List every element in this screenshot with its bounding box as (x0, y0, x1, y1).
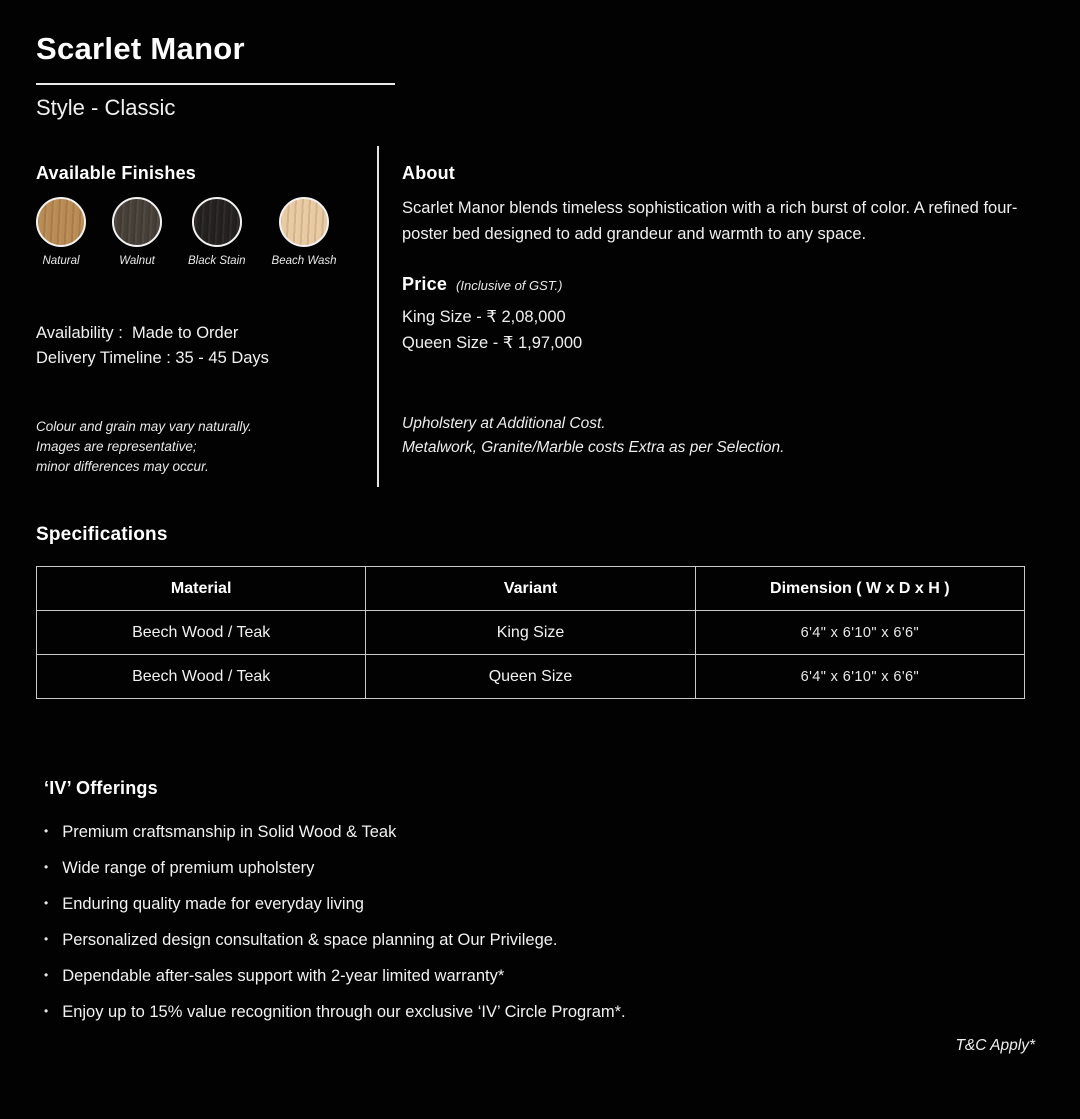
dimension-cell: 6'4" x 6'10" x 6'6" (695, 611, 1024, 655)
left-column (36, 163, 377, 477)
swatch-beach-wash (272, 197, 337, 267)
swatch-black-stain (188, 197, 246, 267)
metalwork-cost-line: Metalwork, Granite/Marble costs Extra as per Selection. (402, 439, 785, 456)
list-item (44, 893, 626, 916)
bullet-icon: • (44, 860, 49, 874)
header (36, 31, 395, 121)
list-item (44, 821, 626, 844)
price-lines (402, 304, 1030, 356)
bullet-icon: • (44, 932, 49, 946)
colour-disclaimer (36, 417, 377, 477)
iv-offerings-heading: ‘IV’ Offerings (44, 778, 158, 798)
about-text: Scarlet Manor blends timeless sophistication with a rich burst of color. A refined four-poster bed designed to add grandeur and warmth to any space. (402, 199, 1018, 243)
product-title: Scarlet Manor (36, 31, 245, 66)
availability-line: Availability : Made to Order (36, 324, 239, 342)
finishes-heading: Available Finishes (36, 163, 196, 183)
bullet-icon: • (44, 1004, 49, 1018)
natural-finish-swatch-icon (36, 197, 86, 247)
column-header-variant: Variant (366, 567, 695, 611)
about-heading: About (402, 163, 455, 183)
availability-block (36, 321, 377, 370)
list-item (44, 1001, 626, 1024)
tnc-note: T&C Apply* (955, 1037, 1035, 1054)
variant-cell: King Size (366, 611, 695, 655)
table-row (37, 611, 1025, 655)
style-subtitle: Style - Classic (36, 95, 176, 120)
gst-note: (Inclusive of GST.) (456, 278, 563, 293)
material-cell: Beech Wood / Teak (37, 655, 366, 699)
title-underline (36, 83, 395, 85)
offerings-list (44, 821, 626, 1024)
iv-offerings-section (44, 778, 626, 1037)
delivery-timeline-line: Delivery Timeline : 35 - 45 Days (36, 348, 269, 367)
swatch-natural (36, 197, 86, 267)
disclaimer-line: Colour and grain may vary naturally. (36, 419, 252, 434)
specifications-table (36, 566, 1025, 699)
swatch-label: Black Stain (188, 255, 246, 267)
upholstery-cost-line: Upholstery at Additional Cost. (402, 415, 606, 432)
dimension-cell: 6'4" x 6'10" x 6'6" (695, 655, 1024, 699)
additional-costs-note (402, 412, 1030, 460)
price-heading-row (402, 274, 1030, 295)
list-item (44, 965, 626, 988)
list-item (44, 857, 626, 880)
specifications-heading: Specifications (36, 524, 168, 545)
finish-swatches (36, 197, 377, 267)
column-divider (377, 146, 379, 487)
beach-wash-finish-swatch-icon (279, 197, 329, 247)
offering-text: Dependable after-sales support with 2-year limited warranty* (62, 967, 505, 985)
swatch-label: Natural (42, 255, 80, 267)
disclaimer-line: minor differences may occur. (36, 459, 209, 474)
offering-text: Enduring quality made for everyday living (62, 895, 364, 913)
bullet-icon: • (44, 824, 49, 838)
queen-size-price: Queen Size - ₹ 1,97,000 (402, 334, 583, 352)
material-cell: Beech Wood / Teak (37, 611, 366, 655)
swatch-label: Walnut (119, 255, 155, 267)
price-heading: Price (402, 274, 448, 294)
right-column (402, 163, 1030, 460)
disclaimer-line: Images are representative; (36, 439, 197, 454)
walnut-finish-swatch-icon (112, 197, 162, 247)
swatch-label: Beach Wash (271, 255, 337, 267)
column-header-material: Material (37, 567, 366, 611)
offering-text: Premium craftsmanship in Solid Wood & Teak (62, 823, 397, 841)
bullet-icon: • (44, 896, 49, 910)
list-item (44, 929, 626, 952)
variant-cell: Queen Size (366, 655, 695, 699)
swatch-walnut (112, 197, 162, 267)
bullet-icon: • (44, 968, 49, 982)
spec-header-row (37, 567, 1025, 611)
offering-text: Wide range of premium upholstery (62, 859, 315, 877)
offering-text: Personalized design consultation & space planning at Our Privilege. (62, 931, 558, 949)
offering-text: Enjoy up to 15% value recognition through our exclusive ‘IV’ Circle Program*. (62, 1003, 626, 1021)
king-size-price: King Size - ₹ 2,08,000 (402, 308, 566, 326)
column-header-dimension: Dimension ( W x D x H ) (695, 567, 1024, 611)
black-stain-finish-swatch-icon (192, 197, 242, 247)
table-row (37, 655, 1025, 699)
